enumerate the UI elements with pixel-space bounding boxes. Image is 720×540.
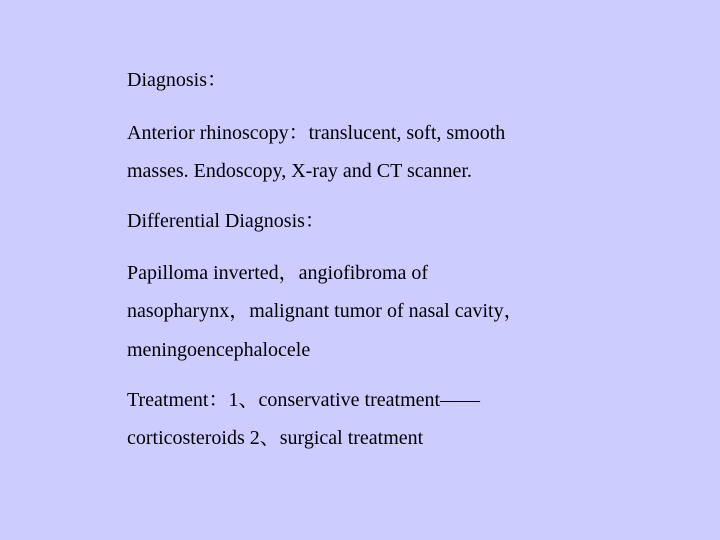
- diagnosis-line-1: Anterior rhinoscopy：translucent, soft, smooth: [127, 122, 506, 144]
- treatment-line-1: Treatment：1、conservative treatment——: [127, 389, 481, 411]
- differential-line-1: Papilloma inverted，angiofibroma of: [127, 262, 429, 284]
- differential-line-3: meningoencephalocele: [127, 339, 311, 361]
- differential-line-2: nasopharynx，malignant tumor of nasal cavity，: [127, 300, 524, 322]
- diagnosis-line-2: masses. Endoscopy, X-ray and CT scanner.: [127, 160, 472, 182]
- diagnosis-heading: Diagnosis：: [127, 69, 227, 91]
- treatment-line-2: corticosteroids 2、surgical treatment: [127, 427, 424, 449]
- differential-diagnosis-heading: Differential Diagnosis：: [127, 210, 325, 232]
